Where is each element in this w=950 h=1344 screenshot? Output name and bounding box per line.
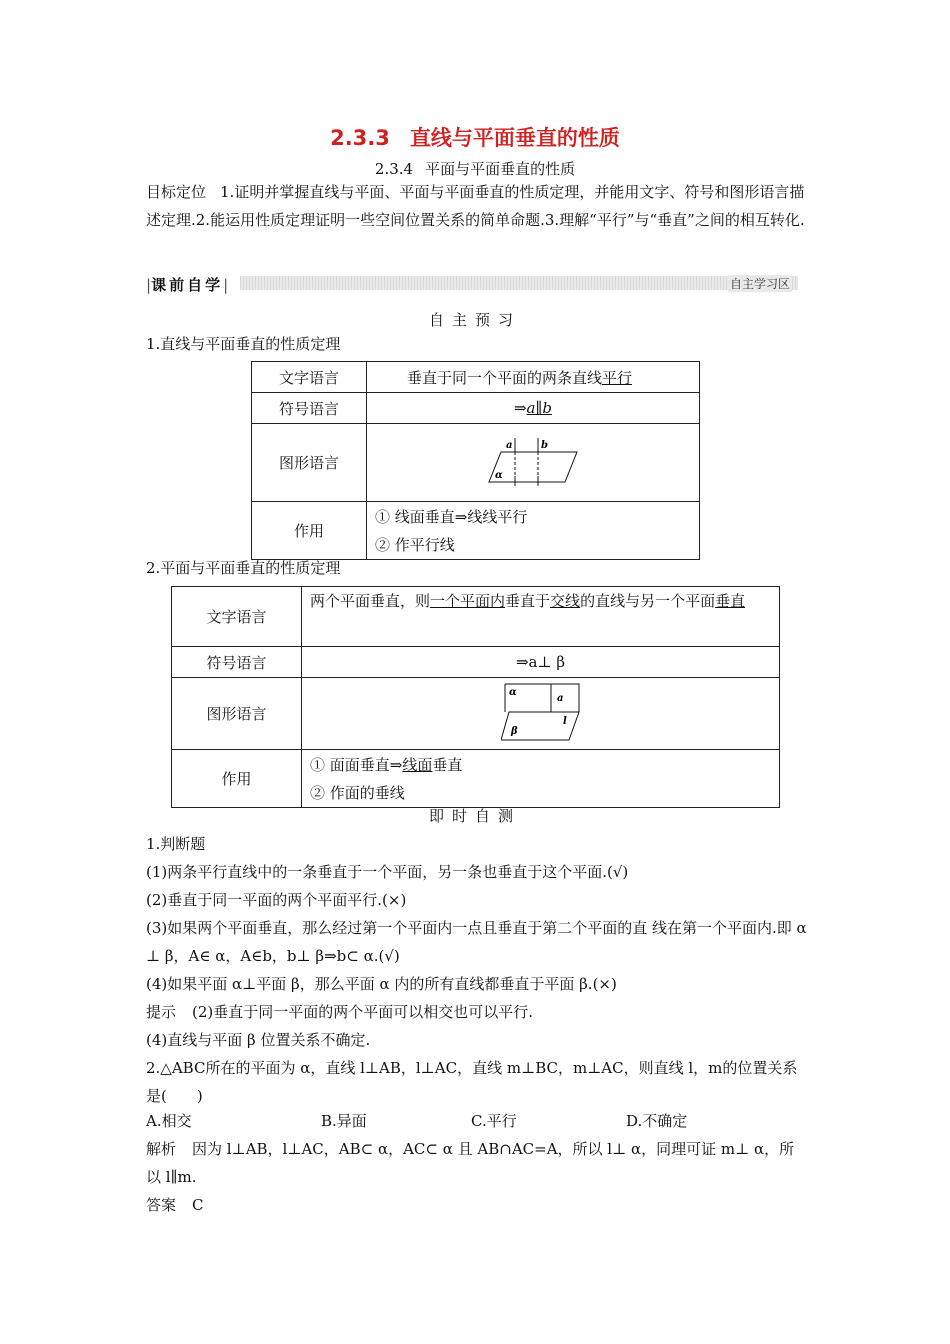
figure-lang-label: 图形语言 [172,678,302,750]
q1-hint [146,998,808,1026]
fig2-label-l: l [562,715,567,727]
answer-value: C [192,1196,204,1214]
analysis-text: 因为 l⊥AB，l⊥AC，AB⊂ α，AC⊂ α 且 AB∩AC=A，所以 l⊥ α，同理可证 m⊥ α，所以 l∥m. [146,1140,795,1186]
fig1-label-b: b [541,439,548,451]
banner-right: 自主学习区 [729,277,790,291]
figure-lang-cell [302,678,780,750]
q1-item-1: (1)两条平行直线中的一条垂直于一个平面，另一条也垂直于这个平面.(√) [146,863,629,881]
use-part: ① 面面垂直⇒ [310,755,403,774]
use-cell [302,750,780,808]
q1-block [146,830,808,1110]
fig2-label-a: a [556,692,563,704]
text-answer: 交线 [550,592,581,610]
sec2-heading: 2.平面与平面垂直的性质定理 [146,559,341,577]
symbol-lang-label: 符号语言 [252,393,367,424]
symbol-answer: a∥b [526,399,553,417]
q2-option-c: C.平行 [471,1112,517,1130]
sec1-heading: 1.直线与平面垂直的性质定理 [146,335,341,353]
symbol-implies: ⇒ [513,399,527,417]
table-row [172,647,780,678]
preview-heading: 自主预习 [428,311,521,329]
text-part: 的直线与另一个平面 [580,592,716,610]
test-heading: 即时自测 [428,807,521,825]
symbol-lang-cell: ⇒a⊥ β [302,647,780,678]
learning-goal [146,178,808,234]
text-lang-cell [302,587,780,647]
use-label: 作用 [252,502,367,560]
banner-bar [240,276,798,290]
text-lang-answer: 平行 [602,368,633,387]
text-lang-cell [367,362,700,393]
hint-1: (2)垂直于同一平面的两个平面可以相交也可以平行. [192,1003,534,1021]
use-answer: 线面 [402,755,433,774]
table-row [252,424,700,502]
section-banner [146,274,798,294]
text-answer: 一个平面内 [430,592,506,610]
table-row [252,502,700,560]
q2-answer [146,1191,808,1219]
hint-label: 提示 [146,1003,177,1021]
q2-option-d: D.不确定 [626,1112,688,1130]
use-item-1 [310,751,771,779]
use-item-2: ② 作平行线 [375,535,455,554]
q2-analysis [146,1135,808,1191]
text-lang-label: 文字语言 [172,587,302,647]
subtitle-number: 2.3.4 [374,160,414,178]
q2-option-a: A.相交 [146,1112,192,1130]
line-plane-table [251,361,700,560]
q1-item-2: (2)垂直于同一平面的两个平面平行.(×) [146,891,407,909]
subtitle-text: 平面与平面垂直的性质 [425,160,576,178]
table-row [172,587,780,647]
fig2-label-alpha: α [508,686,517,698]
use-item-2: ② 作面的垂线 [310,783,405,802]
use-item-1: ① 线面垂直⇒线线平行 [375,507,528,526]
q2-stem: 2.△ABC所在的平面为 α，直线 l⊥AB，l⊥AC，直线 m⊥BC，m⊥AC，则直线 l，m的位置关系是( ) [146,1059,798,1105]
figure-lang-label: 图形语言 [252,424,367,502]
fig2-label-beta: β [510,725,518,737]
text-lang-label: 文字语言 [252,362,367,393]
q1-item-3: (3)如果两个平面垂直，那么经过第一个平面内一点且垂直于第二个平面的直 线在第一个平面内.即 α ⊥ β，A∈ α，A∈b，b⊥ β⇒b⊂ α.(√) [146,919,807,965]
use-cell [367,502,700,560]
symbol-lang-label: 符号语言 [172,647,302,678]
table-row [172,678,780,750]
parallel-lines-figure [485,436,581,486]
text-part: 两个平面垂直，则 [310,592,431,610]
goal-label: 目标定位 [146,183,207,201]
goal-text: 1.证明并掌握直线与平面、平面与平面垂直的性质定理，并能用文字、符号和图形语言描述定理.2.能运用性质定理证明一些空间位置关系的简单命题.3.理解“平行”与“垂直”之间的相互转化. [146,183,805,229]
q1-hint-2: (4)直线与平面 β 位置关系不确定. [146,1031,371,1049]
use-part: 垂直 [432,755,463,774]
title-number: 2.3.3 [330,126,390,150]
q1-heading: 1.判断题 [146,835,206,853]
perpendicular-planes-figure [501,682,581,742]
q1-item-4: (4)如果平面 α⊥平面 β，那么平面 α 内的所有直线都垂直于平面 β.(×) [146,975,617,993]
analysis-label: 解析 [146,1140,177,1158]
page-title [0,122,950,152]
table-row [252,362,700,393]
page-subtitle [0,158,950,179]
table-row [172,750,780,808]
q2-option-b: B.异面 [321,1112,367,1130]
banner-left-text: 课前自学 [151,276,224,294]
text-part: 垂直于 [505,592,551,610]
figure-lang-cell [367,424,700,502]
text-answer: 垂直 [715,592,746,610]
fig1-label-a: a [506,439,513,451]
table-row [252,393,700,424]
answer-label: 答案 [146,1196,177,1214]
symbol-lang-cell [367,393,700,424]
title-text: 直线与平面垂直的性质 [409,126,620,150]
text-lang-content: 垂直于同一个平面的两条直线 [407,368,603,387]
plane-plane-table [171,586,780,808]
banner-left: |课前自学| [146,274,234,295]
use-label: 作用 [172,750,302,808]
fig1-label-alpha: α [495,469,503,481]
